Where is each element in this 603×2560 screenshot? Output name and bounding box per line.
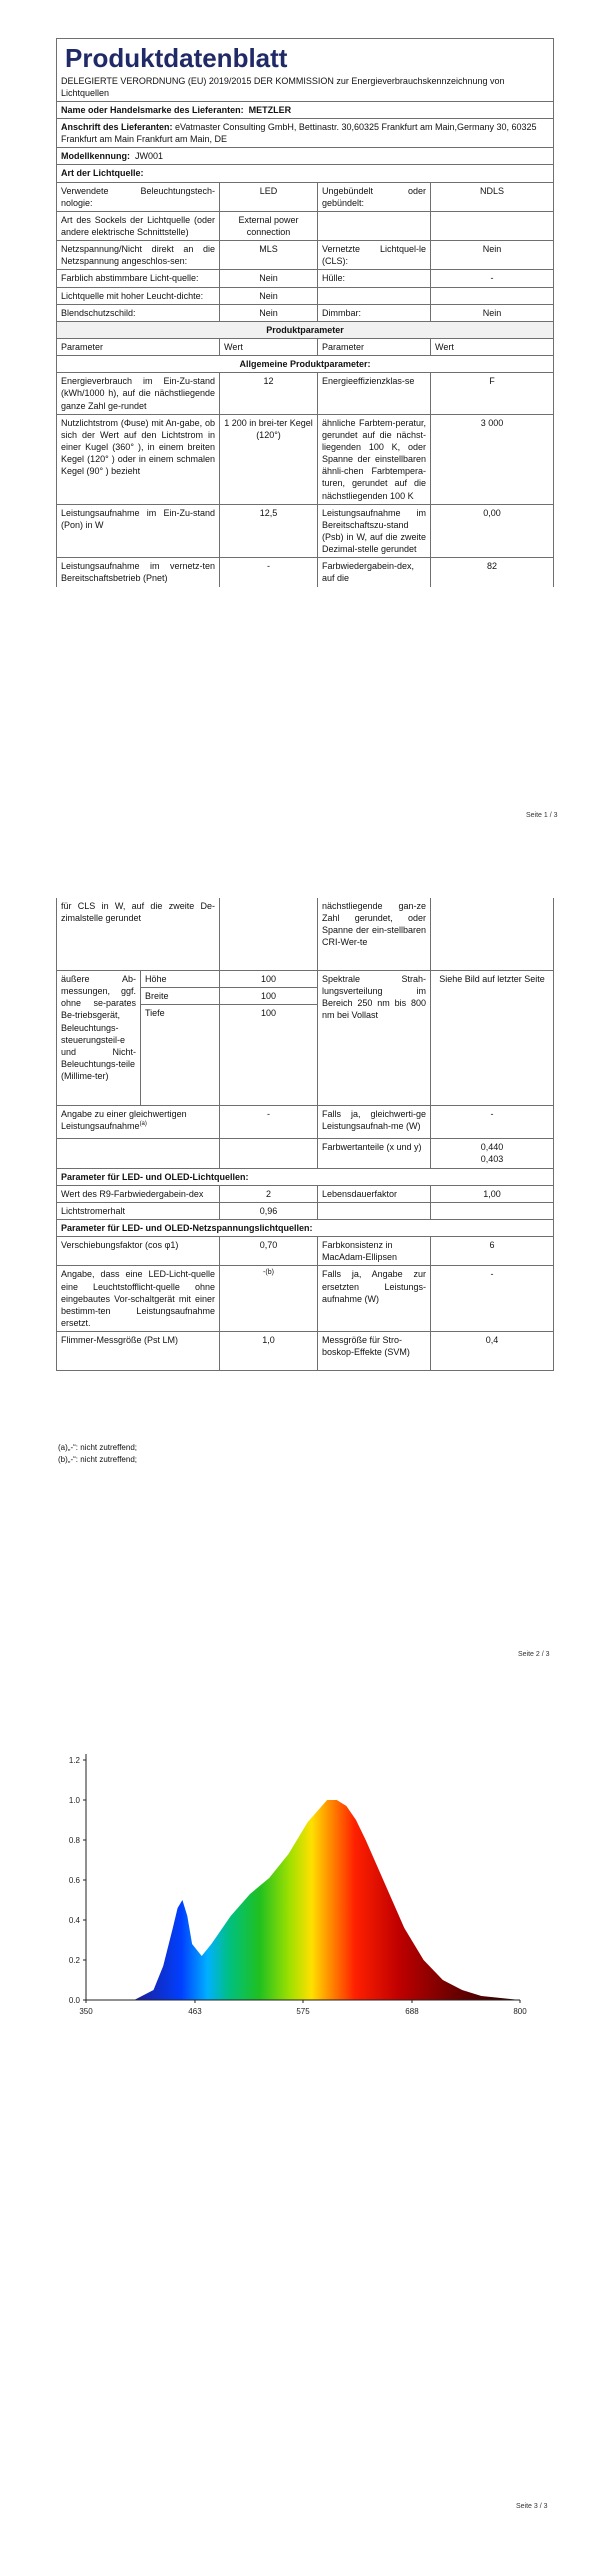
param-label: Nutzlichtstrom (Φuse) mit An-gabe, ob sich der Wert auf den Lichtstrom in einer Kugel (360° ), in einem breiten Kegel (120° ) oder in einem schmalen Kegel (90° ) bezieht <box>57 414 220 504</box>
param-label: Dimmbar: <box>318 304 431 321</box>
data-point <box>269 1877 270 1878</box>
chromaticity-x: 0,440 <box>480 1142 504 1153</box>
footnote-a: (a)„-“: nicht zutreffend; <box>58 1443 137 1452</box>
param-value: -(b) <box>220 1266 318 1332</box>
param-label: Hülle: <box>318 270 431 287</box>
light-source-type-heading: Art der Lichtquelle: <box>57 165 554 182</box>
data-point <box>327 1799 328 1800</box>
led-oled-heading: Parameter für LED- und OLED-Lichtquellen: <box>57 1168 554 1185</box>
param-value: Nein <box>220 270 318 287</box>
column-header-parameter: Parameter <box>318 338 431 355</box>
footnote-b: (b)„-“: nicht zutreffend; <box>58 1455 137 1464</box>
param-label: Farbwiedergabein-dex, auf die <box>318 558 431 587</box>
y-tick-label: 0.2 <box>68 1956 80 1965</box>
data-point <box>404 1927 405 1928</box>
data-point <box>336 1799 337 1800</box>
page-title: Produktdatenblatt <box>65 43 288 73</box>
supplier-value: METZLER <box>248 104 292 115</box>
data-point <box>346 1805 347 1806</box>
param-label: Blendschutzschild: <box>57 304 220 321</box>
param-value: 6 <box>431 1237 554 1266</box>
param-label: Falls ja, gleichwerti-ge Leistungsaufnah-me (W) <box>318 1106 431 1139</box>
param-label: Leistungsaufnahme im vernetz-ten Bereitschaftsbetrieb (Pnet) <box>57 558 220 587</box>
param-value: Nein <box>220 304 318 321</box>
param-label: Ungebündelt oder gebündelt: <box>318 182 431 211</box>
data-point <box>187 1915 188 1916</box>
product-parameters-heading: Produktparameter <box>57 321 554 338</box>
param-label: Lichtstromerhalt <box>57 1202 220 1219</box>
param-label: Verschiebungsfaktor (cos φ1) <box>57 1237 220 1266</box>
param-value: 12 <box>220 373 318 414</box>
param-value: 3 000 <box>431 414 554 504</box>
equivalent-power-label: Angabe zu einer gleichwertigen Leistungsaufnahme <box>61 1109 187 1132</box>
param-value: 1,0 <box>220 1332 318 1371</box>
param-value: MLS <box>220 241 318 270</box>
param-value: - <box>431 1266 554 1332</box>
param-label: Lebensdauerfaktor <box>318 1185 431 1202</box>
regulation-subtitle: DELEGIERTE VERORDNUNG (EU) 2019/2015 DER KOMMISSION zur Energieverbrauchskennzeichnung von Lichtquellen <box>61 75 505 98</box>
param-value: 0,4 <box>431 1332 554 1371</box>
data-point <box>481 1995 482 1996</box>
data-point <box>172 1927 173 1928</box>
data-point <box>307 1821 308 1822</box>
data-point <box>519 1999 520 2000</box>
data-point <box>500 1997 501 1998</box>
data-point <box>423 1959 424 1960</box>
general-parameters-heading: Allgemeine Produktparameter: <box>57 356 554 373</box>
y-tick-label: 0.6 <box>68 1876 80 1885</box>
data-point <box>153 1989 154 1990</box>
data-point <box>384 1883 385 1884</box>
chromaticity-y: 0,403 <box>480 1154 504 1165</box>
data-point <box>201 1955 202 1956</box>
param-label: für CLS in W, auf die zweite De-zimalstelle gerundet <box>57 898 220 971</box>
address-label: Anschrift des Lieferanten: <box>61 122 173 133</box>
column-header-wert: Wert <box>220 338 318 355</box>
x-tick-label: 688 <box>405 2007 419 2016</box>
data-point <box>85 1999 86 2000</box>
y-tick-label: 1.2 <box>68 1756 80 1765</box>
param-label: Farbkonsistenz in MacAdam-Ellipsen <box>318 1237 431 1266</box>
data-point <box>462 1989 463 1990</box>
supplier-label: Name oder Handelsmarke des Lieferanten: <box>61 104 244 115</box>
y-tick-label: 0.0 <box>68 1996 80 2005</box>
param-value: 1 200 in brei-ter Kegel (120°) <box>220 414 318 504</box>
param-label: Energieverbrauch im Ein-Zu-stand (kWh/1000 h), auf die nächstliegende ganze Zahl ge-rundet <box>57 373 220 414</box>
dim-value: 100 <box>220 1005 318 1106</box>
data-point <box>211 1943 212 1944</box>
param-value: - <box>431 1106 554 1139</box>
param-label: Lichtquelle mit hoher Leucht-dichte: <box>57 287 220 304</box>
data-point <box>134 1999 135 2000</box>
param-value: NDLS <box>431 182 554 211</box>
param-label: Energieeffizienzklas-se <box>318 373 431 414</box>
param-label: Leistungsaufnahme im Bereitschaftszu-stand (Psb) in W, auf die zweite Dezimal-stelle gerundet <box>318 504 431 558</box>
param-label: Wert des R9-Farbwiedergabein-dex <box>57 1185 220 1202</box>
data-point <box>230 1915 231 1916</box>
spectral-label: Spektrale Strah-lungsverteilung im Bereich 250 nm bis 800 nm bei Vollast <box>318 971 431 1106</box>
model-label: Modellkennung: <box>61 151 130 162</box>
page-number: Seite 3 / 3 <box>516 2503 548 2510</box>
param-value: LED <box>220 182 318 211</box>
param-label: Verwendete Beleuchtungstech-nologie: <box>57 182 220 211</box>
spectrum-area <box>86 1800 520 2000</box>
param-label: Messgröße für Stro-boskop-Effekte (SVM) <box>318 1332 431 1371</box>
x-tick-label: 800 <box>513 2007 527 2016</box>
data-point <box>355 1819 356 1820</box>
param-value: 0,96 <box>220 1202 318 1219</box>
spectral-value: Siehe Bild auf letzter Seite <box>431 971 554 1106</box>
page-number: Seite 1 / 3 <box>526 812 558 819</box>
dim-name: Breite <box>141 988 220 1005</box>
param-label: ähnliche Farbtem-peratur, gerundet auf die nächst-liegenden 100 K, oder Spanne der einstellbaren ähnli-chen Farbtempera-turen, gerundet auf die nächstliegenden 100 K <box>318 414 431 504</box>
param-label: Flimmer-Messgröße (Pst LM) <box>57 1332 220 1371</box>
param-label: nächstliegende gan-ze Zahl gerundet, oder Spanne der ein-stellbaren CRI-Wer-te <box>318 898 431 971</box>
data-point <box>192 1943 193 1944</box>
page-number: Seite 2 / 3 <box>518 1651 550 1658</box>
param-value: Nein <box>431 241 554 270</box>
y-tick-label: 0.4 <box>68 1916 80 1925</box>
param-value: Nein <box>220 287 318 304</box>
param-label: Leistungsaufnahme im Ein-Zu-stand (Pon) in W <box>57 504 220 558</box>
param-label: Vernetzte Lichtquel-le (CLS): <box>318 241 431 270</box>
data-point <box>177 1907 178 1908</box>
dim-name: Höhe <box>141 971 220 988</box>
dim-name: Tiefe <box>141 1005 220 1106</box>
param-value: - <box>220 558 318 587</box>
param-value: External power connection <box>220 211 318 240</box>
param-label: Netzspannung/Nicht direkt an die Netzspannung angeschlos-sen: <box>57 241 220 270</box>
model-value: JW001 <box>135 151 164 162</box>
param-label: Farbwertanteile (x und y) <box>318 1139 431 1168</box>
mains-led-oled-heading: Parameter für LED- und OLED-Netzspannungslichtquellen: <box>57 1219 554 1236</box>
param-label: Farblich abstimmbare Licht-quelle: <box>57 270 220 287</box>
param-value: 1,00 <box>431 1185 554 1202</box>
y-tick-label: 0.8 <box>68 1836 80 1845</box>
param-label: Angabe, dass eine LED-Licht-quelle eine Leuchtstofflicht-quelle ohne eingebautes Vor-schaltgerät mit einer bestimm-ten Leistungsaufnahme ersetzt. <box>57 1266 220 1332</box>
dimensions-label: äußere Ab-messungen, ggf. ohne se-parates Be-triebsgerät, Beleuchtungs-steuerungsteil-e und Nicht-Beleuchtungs-teile (Millime-ter) <box>57 971 141 1106</box>
data-point <box>249 1893 250 1894</box>
column-header-wert: Wert <box>431 338 554 355</box>
data-point <box>182 1899 183 1900</box>
param-value: Nein <box>431 304 554 321</box>
dim-value: 100 <box>220 971 318 988</box>
param-value: 2 <box>220 1185 318 1202</box>
address-value: eVatmaster Consulting GmbH, Bettinastr. 30,60325 Frankfurt am Main,Germany 30, 60325 Frankfurt am Main Frankfurt am Main, DE <box>61 122 537 145</box>
data-point <box>365 1839 366 1840</box>
column-header-parameter: Parameter <box>57 338 220 355</box>
x-tick-label: 350 <box>79 2007 93 2016</box>
footnote-marker: (a) <box>139 1121 147 1128</box>
param-value: - <box>220 1106 318 1139</box>
param-value: F <box>431 373 554 414</box>
param-label: Art des Sockels der Lichtquelle (oder andere elektrische Schnittstelle) <box>57 211 220 240</box>
param-value: 82 <box>431 558 554 587</box>
y-tick-label: 1.0 <box>68 1796 80 1805</box>
x-tick-label: 463 <box>188 2007 202 2016</box>
data-point <box>288 1853 289 1854</box>
param-value: - <box>431 270 554 287</box>
data-point <box>442 1979 443 1980</box>
param-value: 0,70 <box>220 1237 318 1266</box>
param-value: 12,5 <box>220 504 318 558</box>
param-value: 0,00 <box>431 504 554 558</box>
data-point <box>163 1965 164 1966</box>
dim-value: 100 <box>220 988 318 1005</box>
x-tick-label: 575 <box>296 2007 310 2016</box>
param-label: Falls ja, Angabe zur ersetzten Leistungs-aufnahme (W) <box>318 1266 431 1332</box>
